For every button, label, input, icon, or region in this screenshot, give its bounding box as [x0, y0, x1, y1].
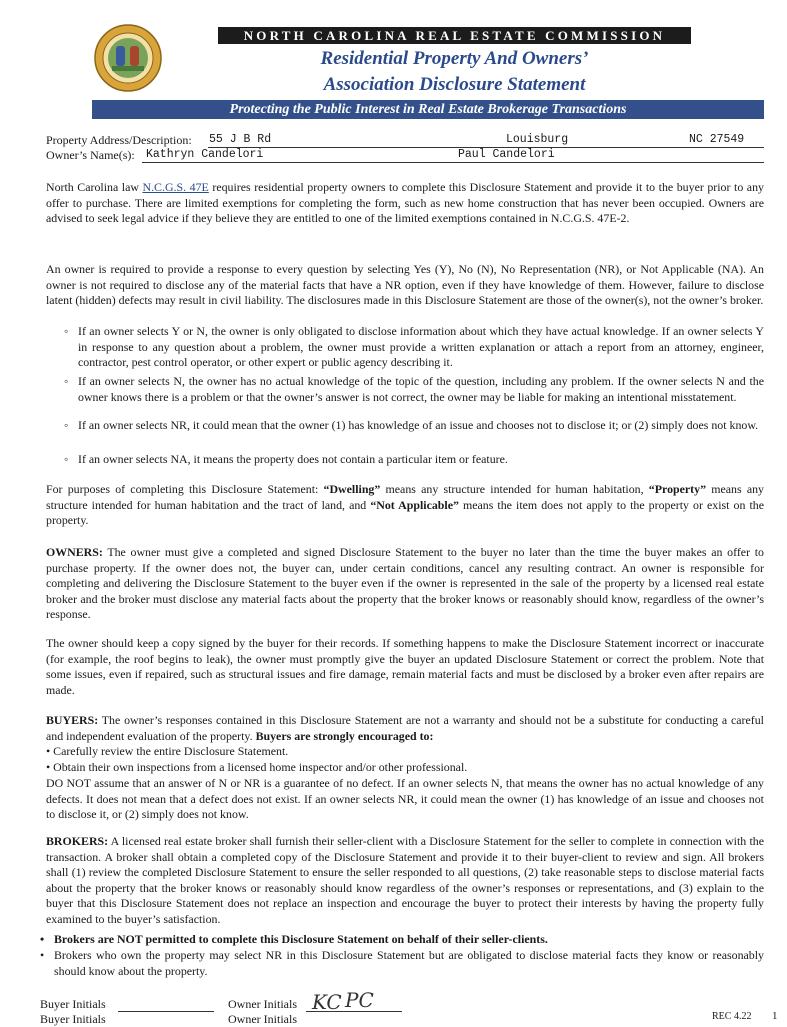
brokers-heading: BROKERS:	[46, 834, 109, 848]
buyer-initials-label-2: Buyer Initials	[40, 1012, 106, 1026]
owners-paragraph-2: The owner should keep a copy signed by the buyer for their records. If something happens to make the Disclosure Statement incorrect or inaccurate (for example, the roof begins to leak), the owner must promptly give the buyer an updated Disclosure Statement or correct the problem. Note that some issues, even if repaired, such as structural issues and fire damage, remain material facts and must be disclosed by a broker even after repairs are made.	[46, 636, 764, 697]
brokers-bullet-1: • Brokers are NOT permitted to complete this Disclosure Statement on behalf of their seller-clients.	[40, 932, 548, 946]
page-number: 1	[772, 1010, 778, 1022]
intro-paragraph-2: An owner is required to provide a response to every question by selecting Yes (Y), No (N), No Representation (NR), or Not Applicable (NA). An owner is not required to disclose any of the material facts that have a NR option, even if they have knowledge of them. However, failure to disclose latent (hidden) defects may result in civil liability. The disclosures made in this Disclosure Statement are those of the owner(s), not the owner’s broker.	[46, 262, 764, 308]
form-code: REC 4.22	[712, 1011, 752, 1022]
intro-p1-text: North Carolina law	[46, 180, 143, 194]
buyers-paragraph-1	[46, 713, 764, 744]
def-text: means any structure intended for human habitation,	[380, 482, 649, 496]
owner-initial-a: KC	[312, 990, 342, 1014]
bullet-text: If an owner selects N, the owner has no actual knowledge of the topic of the question, including any problem. If the owner selects N and the owner knows there is a problem or that the owner’s answer is not correct, the owner may be liable for making an intentional misstatement.	[78, 374, 764, 404]
bullet-text: If an owner selects NA, it means the property does not contain a particular item or feature.	[78, 452, 508, 466]
owner-initials-label-2: Owner Initials	[228, 1012, 297, 1026]
owners-heading: OWNERS:	[46, 545, 103, 559]
intro-paragraph-1	[46, 180, 764, 227]
def-text: means the item does not apply to the property or exist on the property.	[46, 497, 764, 528]
form-title-line1: Residential Property And Owners’	[320, 48, 589, 69]
buyers-paragraph-2: DO NOT assume that an answer of N or NR is a guarantee of no defect. If an owner selects N, that means the owner has no actual knowledge of any defects. It does not mean that a defect does not exist. If an owner selects NR, it could mean the owner (1) has knowledge of an issue and chooses not to disclose it, or (2) simply does not know.	[46, 776, 764, 822]
bullet-item: ◦ If an owner selects Y or N, the owner is only obligated to disclose information about which they have actual knowledge. If an owner selects Y in response to any question about a problem, the owner must provide a written explanation or attach a report from an attorney, engineer, contractor, pest control operator, or other expert or public agency describing it.	[64, 324, 764, 370]
address-line	[208, 133, 764, 148]
brokers-text: A licensed real estate broker shall furnish their seller-client with a Disclosure Statement for the seller to complete in connection with the transaction. A broker shall obtain a completed copy of the Disclosure Statement and provide it to their buyer-client to review and sign. All brokers shall (1) review the completed Disclosure Statement to ensure the seller responded to all questions, (2) take reasonable steps to disclose material facts about the property that the broker knows or reasonably should know regardless of the owner’s responses or representations, and (3) explain to the buyer that this Disclosure Statement does not replace an inspection and encourage the buyer to protect their interests by having the property fully examined to the buyer’s satisfaction.	[46, 834, 764, 926]
buyers-item-2: • Obtain their own inspections from a licensed home inspector and/or other professional.	[46, 760, 468, 774]
nc-seal-icon	[94, 24, 162, 92]
brokers-bullet-text: Brokers who own the property may select NR in this Disclosure Statement but are obligated to disclose material facts they know or reasonably should know about the property.	[54, 948, 764, 978]
buyers-encouraged: Buyers are strongly encouraged to:	[255, 728, 434, 743]
brokers-bullet-2: • Brokers who own the property may select NR in this Disclosure Statement but are obligated to disclose material facts they know or reasonably should know about the property.	[40, 948, 764, 978]
brokers-bullet-text: Brokers are NOT permitted to complete this Disclosure Statement on behalf of their seller-clients.	[54, 932, 548, 946]
owners-paragraph-1	[46, 545, 764, 623]
commission-banner: NORTH CAROLINA REAL ESTATE COMMISSION	[218, 27, 691, 44]
brokers-paragraph	[46, 834, 764, 928]
bullet-text: If an owner selects Y or N, the owner is only obligated to disclose information about which they have actual knowledge. If an owner selects Y in response to any question about a problem, the owner must provide a written explanation or attach a report from an attorney, engineer, contractor, pest control operator, or other expert or public agency describing it.	[78, 324, 764, 370]
address-label: Property Address/Description:	[46, 133, 192, 147]
def-text: For purposes of completing this Disclosure Statement:	[46, 482, 324, 496]
owner-initials-label-1: Owner Initials	[228, 997, 297, 1011]
buyer-initials-line-1[interactable]	[118, 999, 214, 1012]
def-property: “Property”	[648, 482, 707, 496]
buyers-item-1: • Carefully review the entire Disclosure Statement.	[46, 744, 289, 758]
owner2-field[interactable]: Paul Candelori	[458, 148, 555, 161]
intro-p1-text-2: requires residential property owners to complete this Disclosure Statement and provide it to the buyer prior to any offer to purchase. There are limited exemptions for completing the form, such as new home construction that has never been occupied. Owners are advised to seek legal advice if they believe they are entitled to one of the limited exemptions contained in N.C.G.S. 47E-2.	[46, 180, 764, 226]
owner-initial-b: PC	[345, 988, 374, 1012]
form-title-line2: Association Disclosure Statement	[323, 74, 586, 95]
def-text: means any structure intended for human habitation and the tract of land, and	[46, 482, 764, 512]
address-row	[46, 133, 764, 149]
bullet-item: ◦ If an owner selects NA, it means the property does not contain a particular item or feature.	[64, 452, 508, 466]
city-field[interactable]: Louisburg	[506, 133, 569, 146]
owner1-field[interactable]: Kathryn Candelori	[146, 148, 264, 161]
buyers-heading: BUYERS:	[46, 713, 99, 727]
def-not-applicable: “Not Applicable”	[370, 497, 459, 512]
address-field[interactable]: 55 J B Rd	[209, 133, 272, 146]
state-zip-field[interactable]: NC 27549	[689, 133, 745, 146]
bullet-item: ◦ If an owner selects N, the owner has no actual knowledge of the topic of the question, including any problem. If the owner selects N and the owner knows there is a problem or that the owner’s answer is not correct, the owner may be liable for making an intentional misstatement.	[64, 374, 764, 404]
buyers-text: The owner’s responses contained in this Disclosure Statement are not a warranty and should not be a substitute for conducting a careful and independent evaluation of the property.	[46, 713, 764, 743]
owners-text: The owner must give a completed and signed Disclosure Statement to the buyer no later than the time the buyer makes an offer to purchase property. If the owner does not, the buyer can, under certain conditions, cancel any resulting contract. An owner is responsible for completing and delivering the Disclosure Statement to the buyer even if the owner is represented in the sale of the property by a licensed real estate broker and the broker must disclose any material facts about the property that the broker knows or reasonably should know, regardless of the owner’s response.	[46, 545, 764, 622]
definitions-paragraph	[46, 482, 764, 529]
ncgs-47e-link[interactable]: N.C.G.S. 47E	[142, 180, 209, 194]
owners-label: Owner’s Name(s):	[46, 148, 135, 162]
buyer-initials-label-1: Buyer Initials	[40, 997, 106, 1011]
bullet-text: If an owner selects NR, it could mean that the owner (1) has knowledge of an issue and chooses not to disclose it; or (2) simply does not know.	[78, 418, 759, 432]
def-dwelling: “Dwelling”	[323, 482, 381, 496]
owners-row	[46, 148, 764, 164]
tagline-banner: Protecting the Public Interest in Real Estate Brokerage Transactions	[92, 100, 764, 119]
bullet-item: ◦ If an owner selects NR, it could mean that the owner (1) has knowledge of an issue and chooses not to disclose it; or (2) simply does not know.	[64, 418, 759, 432]
